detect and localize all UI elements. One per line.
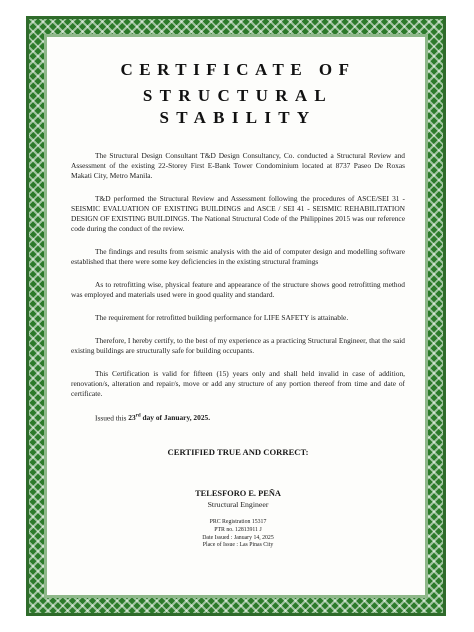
signature-block bbox=[71, 489, 405, 549]
paragraph-procedures: T&D performed the Structural Review and Assessment following the procedures of ASCE/SEI 31 - SEISMIC EVALUATION OF EXISTING BUILDINGS and ASCE / SEI 41 - SEISMIC REHABILITATION DESIGN OF EXISTING BUILDINGS. The National Structural Code of the Philippines 2015 was our reference code during the conduct of the review. bbox=[71, 194, 405, 233]
issued-day: 23 bbox=[128, 413, 136, 423]
certificate-body bbox=[71, 151, 405, 423]
signatory-name: TELESFORO E. PEÑA bbox=[195, 489, 281, 499]
paragraph-certify: Therefore, I hereby certify, to the best of my experience as a practicing Structural Engineer, that the said existing buildings are structurally safe for building occupants. bbox=[71, 336, 405, 355]
title-line-2: STRUCTURAL STABILITY bbox=[142, 86, 334, 127]
certified-label: CERTIFIED TRUE AND CORRECT: bbox=[167, 447, 309, 458]
certificate-content bbox=[47, 37, 425, 595]
ptr-number: PTR no. 12813911 J bbox=[214, 527, 262, 534]
signatory-title: Structural Engineer bbox=[207, 500, 269, 510]
title-line-1: CERTIFICATE OF bbox=[120, 60, 356, 79]
paragraph-intro: The Structural Design Consultant T&D Design Consultancy, Co. conducted a Structural Review and Assessment of the existing 22-Storey First E-Bank Tower Condominium located at 8737 Paseo De Roxas Makati City, Metro Manila. bbox=[71, 151, 405, 180]
place-of-issue: Place of Issue : Las Pinas City bbox=[202, 542, 274, 549]
issued-day-suffix: rd bbox=[135, 414, 141, 419]
paragraph-validity: This Certification is valid for fifteen (15) years only and shall held invalid in case of addition, renovation/s, alteration and repair/s, move or add any structure of any portion thereof from time and date of certificate. bbox=[71, 369, 405, 398]
signatory-details bbox=[71, 519, 405, 549]
prc-registration: PRC Registration 15317 bbox=[209, 519, 267, 526]
paragraph-retrofitting: As to retrofitting wise, physical feature and appearance of the structure shows good retrofitting method was employed and materials used were in good quality and standard. bbox=[71, 280, 405, 299]
date-issued: Date Issued : January 14, 2025 bbox=[202, 534, 274, 541]
paragraph-requirement: The requirement for retrofitted building performance for LIFE SAFETY is attainable. bbox=[95, 313, 349, 322]
issued-prefix: Issued this bbox=[95, 413, 129, 423]
certificate-title bbox=[71, 59, 405, 129]
issued-date-line bbox=[71, 412, 405, 423]
issued-rest: day of January, 2025. bbox=[140, 413, 211, 423]
paragraph-findings: The findings and results from seismic analysis with the aid of computer design and modelling software established that there were some key deficiencies in the existing structural framings bbox=[71, 247, 405, 266]
